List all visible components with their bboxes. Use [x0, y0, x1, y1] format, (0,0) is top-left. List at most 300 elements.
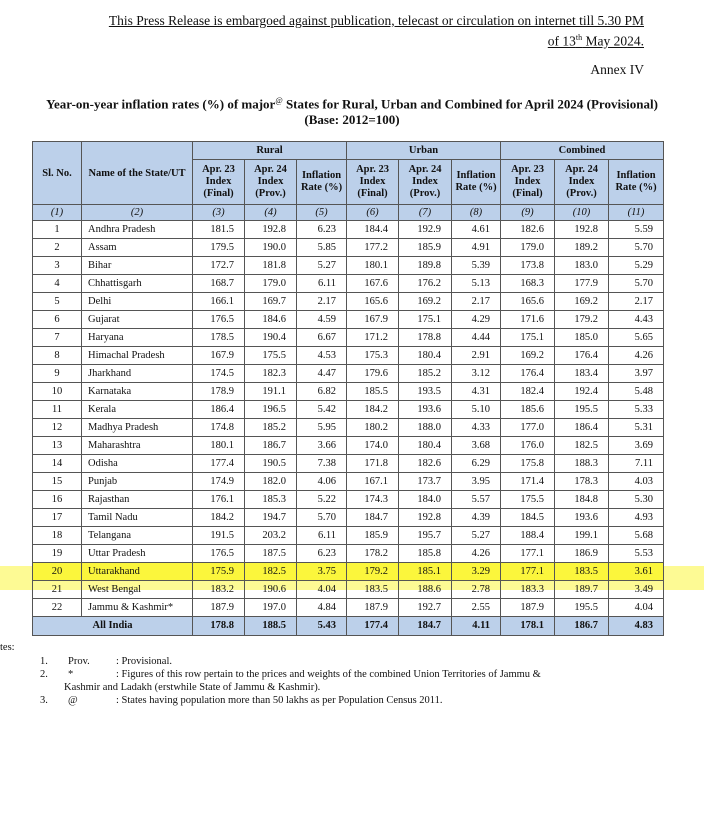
state-name-cell: Jammu & Kashmir*: [82, 599, 193, 617]
value-cell: 176.5: [193, 311, 245, 329]
value-cell: 182.4: [501, 383, 555, 401]
value-cell: 2.17: [452, 293, 501, 311]
col-urban-prov-index: Apr. 24 Index (Prov.): [399, 160, 452, 205]
col-urban-rate: Inflation Rate (%): [452, 160, 501, 205]
sl-no-cell: 19: [33, 545, 82, 563]
state-name-cell: Uttar Pradesh: [82, 545, 193, 563]
value-cell: 192.7: [399, 599, 452, 617]
value-cell: 177.1: [501, 545, 555, 563]
value-cell: 167.9: [347, 311, 399, 329]
note-number: 3.: [40, 695, 48, 706]
embargo-line-1: This Press Release is embargoed against publication, telecast or circulation on internet till 5.30 PM: [108, 13, 644, 28]
value-cell: 180.4: [399, 437, 452, 455]
value-cell: 5.57: [452, 491, 501, 509]
col-combined-final-index: Apr. 23 Index (Final): [501, 160, 555, 205]
value-cell: 175.5: [501, 491, 555, 509]
value-cell: 199.1: [555, 527, 609, 545]
value-cell: 188.6: [399, 581, 452, 599]
notes: [40, 655, 660, 707]
value-cell: 6.11: [297, 275, 347, 293]
value-cell: 6.23: [297, 221, 347, 239]
value-cell: 178.3: [555, 473, 609, 491]
state-name-cell: Uttarakhand: [82, 563, 193, 581]
sl-no-cell: 2: [33, 239, 82, 257]
value-cell: 175.3: [347, 347, 399, 365]
value-cell: 189.2: [555, 239, 609, 257]
table-row: [33, 509, 664, 527]
value-cell: 174.3: [347, 491, 399, 509]
value-cell: 167.1: [347, 473, 399, 491]
value-cell: 4.26: [452, 545, 501, 563]
value-cell: 187.9: [347, 599, 399, 617]
sl-no-cell: 1: [33, 221, 82, 239]
value-cell: 175.9: [193, 563, 245, 581]
total-value-cell: 184.7: [399, 617, 452, 636]
value-cell: 5.65: [609, 329, 664, 347]
value-cell: 4.43: [609, 311, 664, 329]
value-cell: 171.8: [347, 455, 399, 473]
value-cell: 173.8: [501, 257, 555, 275]
sl-no-cell: 13: [33, 437, 82, 455]
value-cell: 177.0: [501, 419, 555, 437]
value-cell: 193.5: [399, 383, 452, 401]
value-cell: 180.4: [399, 347, 452, 365]
state-name-cell: Haryana: [82, 329, 193, 347]
value-cell: 184.5: [501, 509, 555, 527]
value-cell: 178.5: [193, 329, 245, 347]
value-cell: 176.5: [193, 545, 245, 563]
value-cell: 180.1: [193, 437, 245, 455]
value-cell: 3.97: [609, 365, 664, 383]
col-urban-final-index: Apr. 23 Index (Final): [347, 160, 399, 205]
note-text-continued: Kashmir and Ladakh (erstwhile State of Jammu & Kashmir).: [64, 682, 321, 693]
state-name-cell: Bihar: [82, 257, 193, 275]
sl-no-cell: 6: [33, 311, 82, 329]
note-number: 2.: [40, 669, 48, 680]
sl-no-cell: 21: [33, 581, 82, 599]
value-cell: 194.7: [245, 509, 297, 527]
sl-no-cell: 5: [33, 293, 82, 311]
title-line-2: (Base: 2012=100): [304, 112, 400, 128]
state-name-cell: Telangana: [82, 527, 193, 545]
group-combined: Combined: [501, 142, 664, 160]
value-cell: 4.84: [297, 599, 347, 617]
all-india-label: All India: [33, 617, 193, 636]
state-name-cell: Delhi: [82, 293, 193, 311]
value-cell: 177.9: [555, 275, 609, 293]
value-cell: 185.2: [399, 365, 452, 383]
value-cell: 182.5: [555, 437, 609, 455]
note-item: [40, 694, 660, 707]
state-name-cell: Rajasthan: [82, 491, 193, 509]
value-cell: 175.8: [501, 455, 555, 473]
value-cell: 186.9: [555, 545, 609, 563]
value-cell: 171.4: [501, 473, 555, 491]
value-cell: 169.2: [501, 347, 555, 365]
value-cell: 186.4: [555, 419, 609, 437]
value-cell: 4.39: [452, 509, 501, 527]
value-cell: 4.59: [297, 311, 347, 329]
value-cell: 182.6: [501, 221, 555, 239]
value-cell: 174.5: [193, 365, 245, 383]
col-combined-prov-index: Apr. 24 Index (Prov.): [555, 160, 609, 205]
value-cell: 169.7: [245, 293, 297, 311]
value-cell: 182.5: [245, 563, 297, 581]
value-cell: 175.1: [399, 311, 452, 329]
value-cell: 179.0: [245, 275, 297, 293]
value-cell: 5.68: [609, 527, 664, 545]
value-cell: 197.0: [245, 599, 297, 617]
value-cell: 184.0: [399, 491, 452, 509]
value-cell: 187.9: [501, 599, 555, 617]
value-cell: 190.6: [245, 581, 297, 599]
value-cell: 5.53: [609, 545, 664, 563]
table-row: [33, 473, 664, 491]
col-rural-rate: Inflation Rate (%): [297, 160, 347, 205]
table-row: [33, 221, 664, 239]
value-cell: 4.26: [609, 347, 664, 365]
column-number: (4): [245, 205, 297, 221]
value-cell: 179.0: [501, 239, 555, 257]
state-name-cell: Kerala: [82, 401, 193, 419]
column-number: (8): [452, 205, 501, 221]
value-cell: 6.11: [297, 527, 347, 545]
table-row: [33, 491, 664, 509]
table-row: [33, 545, 664, 563]
value-cell: 4.91: [452, 239, 501, 257]
sl-no-cell: 10: [33, 383, 82, 401]
column-number: (7): [399, 205, 452, 221]
state-name-cell: Chhattisgarh: [82, 275, 193, 293]
value-cell: 193.6: [399, 401, 452, 419]
value-cell: 178.2: [347, 545, 399, 563]
value-cell: 166.1: [193, 293, 245, 311]
value-cell: 179.5: [193, 239, 245, 257]
value-cell: 5.70: [297, 509, 347, 527]
state-name-cell: Karnataka: [82, 383, 193, 401]
value-cell: 6.82: [297, 383, 347, 401]
value-cell: 182.3: [245, 365, 297, 383]
value-cell: 189.7: [555, 581, 609, 599]
sl-no-cell: 8: [33, 347, 82, 365]
value-cell: 172.7: [193, 257, 245, 275]
value-cell: 5.31: [609, 419, 664, 437]
value-cell: 185.8: [399, 545, 452, 563]
value-cell: 3.29: [452, 563, 501, 581]
table-row: [33, 311, 664, 329]
value-cell: 5.27: [297, 257, 347, 275]
table-row: [33, 383, 664, 401]
table-row: [33, 365, 664, 383]
table-row: [33, 293, 664, 311]
value-cell: 2.91: [452, 347, 501, 365]
value-cell: 165.6: [501, 293, 555, 311]
total-value-cell: 178.8: [193, 617, 245, 636]
value-cell: 4.47: [297, 365, 347, 383]
total-value-cell: 178.1: [501, 617, 555, 636]
value-cell: 192.8: [555, 221, 609, 239]
state-name-cell: Gujarat: [82, 311, 193, 329]
value-cell: 4.04: [297, 581, 347, 599]
note-text: : Provisional.: [116, 656, 173, 667]
value-cell: 181.8: [245, 257, 297, 275]
value-cell: 192.8: [245, 221, 297, 239]
group-rural: Rural: [193, 142, 347, 160]
value-cell: 5.13: [452, 275, 501, 293]
value-cell: 5.39: [452, 257, 501, 275]
value-cell: 176.2: [399, 275, 452, 293]
value-cell: 184.4: [347, 221, 399, 239]
page-title: [0, 93, 704, 128]
notes-margin-label: tes:: [0, 642, 15, 653]
value-cell: 5.42: [297, 401, 347, 419]
value-cell: 181.5: [193, 221, 245, 239]
value-cell: 5.27: [452, 527, 501, 545]
total-value-cell: 5.43: [297, 617, 347, 636]
value-cell: 186.4: [193, 401, 245, 419]
value-cell: 180.1: [347, 257, 399, 275]
column-number: (3): [193, 205, 245, 221]
sl-no-cell: 20: [33, 563, 82, 581]
value-cell: 3.61: [609, 563, 664, 581]
table-row: [33, 275, 664, 293]
value-cell: 185.2: [245, 419, 297, 437]
state-name-cell: Assam: [82, 239, 193, 257]
value-cell: 182.0: [245, 473, 297, 491]
column-number: (6): [347, 205, 399, 221]
sl-no-cell: 12: [33, 419, 82, 437]
column-number: (11): [609, 205, 664, 221]
value-cell: 177.1: [501, 563, 555, 581]
value-cell: 4.06: [297, 473, 347, 491]
table-row: [33, 599, 664, 617]
column-number-row: [33, 205, 664, 221]
sl-no-cell: 4: [33, 275, 82, 293]
value-cell: 6.29: [452, 455, 501, 473]
value-cell: 5.70: [609, 275, 664, 293]
value-cell: 184.6: [245, 311, 297, 329]
table-body: [33, 205, 664, 636]
value-cell: 173.7: [399, 473, 452, 491]
value-cell: 5.33: [609, 401, 664, 419]
value-cell: 191.1: [245, 383, 297, 401]
state-name-cell: Madhya Pradesh: [82, 419, 193, 437]
value-cell: 165.6: [347, 293, 399, 311]
value-cell: 185.6: [501, 401, 555, 419]
value-cell: 188.3: [555, 455, 609, 473]
note-key: Prov.: [68, 656, 90, 667]
state-name-cell: Jharkhand: [82, 365, 193, 383]
note-text: : States having population more than 50 lakhs as per Population Census 2011.: [116, 695, 443, 706]
value-cell: 169.2: [399, 293, 452, 311]
table-row: [33, 239, 664, 257]
value-cell: 7.11: [609, 455, 664, 473]
value-cell: 3.49: [609, 581, 664, 599]
value-cell: 176.4: [501, 365, 555, 383]
value-cell: 183.5: [555, 563, 609, 581]
value-cell: 192.9: [399, 221, 452, 239]
value-cell: 3.95: [452, 473, 501, 491]
column-number: (9): [501, 205, 555, 221]
value-cell: 4.93: [609, 509, 664, 527]
table-row: [33, 419, 664, 437]
column-number: (2): [82, 205, 193, 221]
value-cell: 177.4: [193, 455, 245, 473]
group-urban: Urban: [347, 142, 501, 160]
title-line-1: Year-on-year inflation rates (%) of major@ States for Rural, Urban and Combined for April 2024 (Provisional): [46, 96, 658, 112]
table-row: [33, 581, 664, 599]
total-value-cell: 177.4: [347, 617, 399, 636]
table-row: [33, 329, 664, 347]
value-cell: 196.5: [245, 401, 297, 419]
column-number: (5): [297, 205, 347, 221]
table-row: [33, 563, 664, 581]
value-cell: 188.4: [501, 527, 555, 545]
state-name-cell: Maharashtra: [82, 437, 193, 455]
table-row: [33, 437, 664, 455]
value-cell: 175.1: [501, 329, 555, 347]
value-cell: 2.17: [609, 293, 664, 311]
value-cell: 4.61: [452, 221, 501, 239]
inflation-table: [32, 141, 664, 636]
sl-no-cell: 22: [33, 599, 82, 617]
col-sl-no: Sl. No.: [33, 142, 82, 205]
value-cell: 184.8: [555, 491, 609, 509]
annex-label: Annex IV: [590, 62, 644, 77]
value-cell: 5.59: [609, 221, 664, 239]
value-cell: 179.6: [347, 365, 399, 383]
value-cell: 189.8: [399, 257, 452, 275]
total-value-cell: 188.5: [245, 617, 297, 636]
value-cell: 195.5: [555, 599, 609, 617]
value-cell: 185.9: [347, 527, 399, 545]
col-state-name: Name of the State/UT: [82, 142, 193, 205]
all-india-row: [33, 617, 664, 636]
col-rural-final-index: Apr. 23 Index (Final): [193, 160, 245, 205]
sl-no-cell: 11: [33, 401, 82, 419]
value-cell: 183.2: [193, 581, 245, 599]
value-cell: 4.44: [452, 329, 501, 347]
value-cell: 192.8: [399, 509, 452, 527]
value-cell: 175.5: [245, 347, 297, 365]
value-cell: 195.7: [399, 527, 452, 545]
column-number: (10): [555, 205, 609, 221]
value-cell: 185.5: [347, 383, 399, 401]
value-cell: 5.30: [609, 491, 664, 509]
value-cell: 186.7: [245, 437, 297, 455]
value-cell: 3.66: [297, 437, 347, 455]
value-cell: 169.2: [555, 293, 609, 311]
value-cell: 4.33: [452, 419, 501, 437]
table-row: [33, 257, 664, 275]
value-cell: 190.4: [245, 329, 297, 347]
value-cell: 180.2: [347, 419, 399, 437]
value-cell: 183.3: [501, 581, 555, 599]
value-cell: 187.9: [193, 599, 245, 617]
value-cell: 5.70: [609, 239, 664, 257]
value-cell: 193.6: [555, 509, 609, 527]
value-cell: 178.8: [399, 329, 452, 347]
value-cell: 183.0: [555, 257, 609, 275]
value-cell: 185.9: [399, 239, 452, 257]
value-cell: 5.22: [297, 491, 347, 509]
sl-no-cell: 18: [33, 527, 82, 545]
value-cell: 188.0: [399, 419, 452, 437]
value-cell: 176.1: [193, 491, 245, 509]
value-cell: 192.4: [555, 383, 609, 401]
value-cell: 171.2: [347, 329, 399, 347]
note-key: @: [68, 695, 78, 706]
value-cell: 4.04: [609, 599, 664, 617]
note-item: [40, 668, 660, 694]
value-cell: 187.5: [245, 545, 297, 563]
value-cell: 3.75: [297, 563, 347, 581]
column-number: (1): [33, 205, 82, 221]
embargo-line-2: of 13th May 2024.: [547, 33, 644, 49]
total-value-cell: 4.83: [609, 617, 664, 636]
state-name-cell: Himachal Pradesh: [82, 347, 193, 365]
value-cell: 3.12: [452, 365, 501, 383]
value-cell: 2.55: [452, 599, 501, 617]
sl-no-cell: 9: [33, 365, 82, 383]
value-cell: 174.0: [347, 437, 399, 455]
col-combined-rate: Inflation Rate (%): [609, 160, 664, 205]
value-cell: 6.23: [297, 545, 347, 563]
value-cell: 203.2: [245, 527, 297, 545]
state-name-cell: Punjab: [82, 473, 193, 491]
state-name-cell: Odisha: [82, 455, 193, 473]
value-cell: 5.85: [297, 239, 347, 257]
value-cell: 5.48: [609, 383, 664, 401]
state-name-cell: Andhra Pradesh: [82, 221, 193, 239]
embargo-notice: [44, 12, 644, 50]
value-cell: 3.69: [609, 437, 664, 455]
value-cell: 5.95: [297, 419, 347, 437]
value-cell: 4.53: [297, 347, 347, 365]
value-cell: 4.29: [452, 311, 501, 329]
sl-no-cell: 16: [33, 491, 82, 509]
value-cell: 191.5: [193, 527, 245, 545]
table-row: [33, 401, 664, 419]
sl-no-cell: 17: [33, 509, 82, 527]
value-cell: 184.7: [347, 509, 399, 527]
state-name-cell: Tamil Nadu: [82, 509, 193, 527]
value-cell: 184.2: [347, 401, 399, 419]
value-cell: 176.4: [555, 347, 609, 365]
table-row: [33, 347, 664, 365]
value-cell: 179.2: [347, 563, 399, 581]
state-name-cell: West Bengal: [82, 581, 193, 599]
note-number: 1.: [40, 656, 48, 667]
value-cell: 174.8: [193, 419, 245, 437]
note-key: *: [68, 669, 74, 680]
note-item: [40, 655, 660, 668]
sl-no-cell: 14: [33, 455, 82, 473]
value-cell: 171.6: [501, 311, 555, 329]
value-cell: 168.3: [501, 275, 555, 293]
value-cell: 168.7: [193, 275, 245, 293]
value-cell: 2.17: [297, 293, 347, 311]
total-value-cell: 186.7: [555, 617, 609, 636]
table-row: [33, 527, 664, 545]
note-text: : Figures of this row pertain to the prices and weights of the combined Union Territories of Jammu &: [116, 669, 541, 680]
value-cell: 167.9: [193, 347, 245, 365]
value-cell: 5.29: [609, 257, 664, 275]
value-cell: 2.78: [452, 581, 501, 599]
value-cell: 184.2: [193, 509, 245, 527]
value-cell: 3.68: [452, 437, 501, 455]
value-cell: 4.31: [452, 383, 501, 401]
